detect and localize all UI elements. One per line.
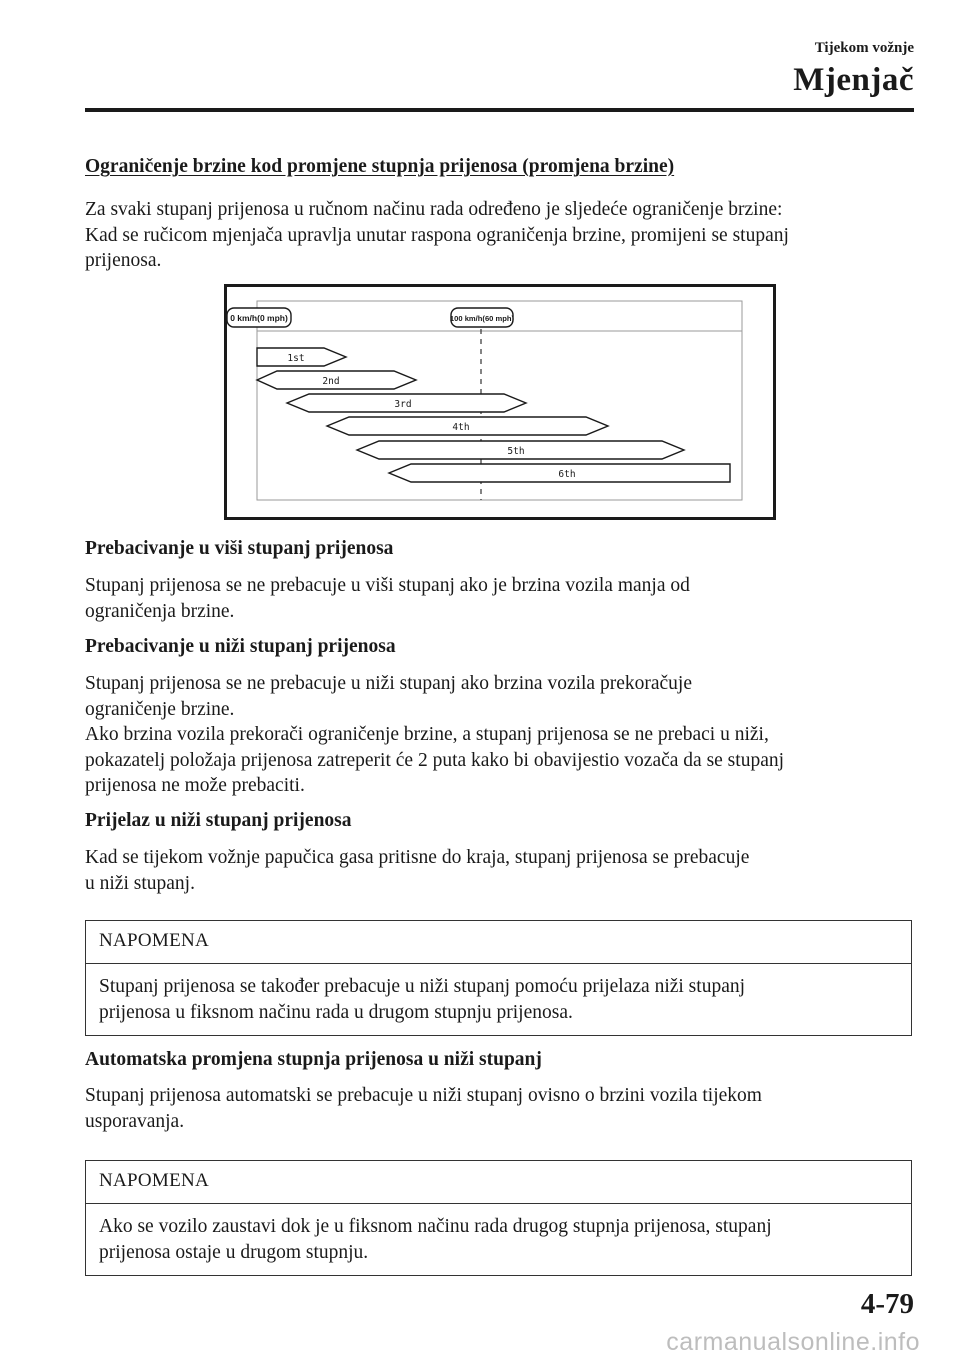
gear-label-4th: 4th [452,422,470,433]
running-header-section: Tijekom vožnje [814,40,914,56]
text-line: Kad se ručicom mjenjača upravlja unutar raspona ograničenja brzine, promijeni se stupanj [85,224,789,246]
text-line: Stupanj prijenosa se također prebacuje u niži stupanj pomoću prijelaza niži stupanj [99,976,746,998]
section-title-speed-limit: Ograničenje brzine kod promjene stupnja prijenosa (promjena brzine) [85,156,675,177]
text-line: prijenosa ostaje u drugom stupnju. [99,1241,369,1263]
heading-auto-downshift: Automatska promjena stupnja prijenosa u niži stupanj [85,1049,542,1070]
gear-label-2nd: 2nd [322,376,340,387]
heading-downshift: Prebacivanje u niži stupanj prijenosa [85,636,396,657]
gear-speed-diagram [224,284,776,520]
note-body [86,964,911,1035]
speed-label-100 [450,308,515,327]
header-rule [85,108,914,112]
kickdown-paragraph [85,845,915,896]
text-line: usporavanja. [85,1110,185,1132]
note-body [86,1204,911,1275]
speed-label-100-text: 100 km/h(60 mph) [449,314,515,323]
gear-label-5th: 5th [507,446,525,457]
downshift-paragraph [85,671,915,799]
text-line: prijenosa ne može prebaciti. [85,775,305,796]
gear-label-6th: 6th [558,469,576,480]
text-line: Za svaki stupanj prijenosa u ručnom načinu rada određeno je sljedeće ograničenje brzine: [85,199,783,220]
text-line: prijenosa u fiksnom načinu rada u drugom stupnju prijenosa. [99,1001,573,1023]
text-line: Kad se tijekom vožnje papučica gasa pritisne do kraja, stupanj prijenosa se prebacuje [85,847,750,868]
text-line: pokazatelj položaja prijenosa zatreperit će 2 puta kako bi obavijestio vozača da se stupanj [85,749,785,771]
text-line: ograničenja brzine. [85,600,235,622]
speed-label-0 [227,308,291,327]
heading-upshift: Prebacivanje u viši stupanj prijenosa [85,538,394,559]
text-line: prijenosa. [85,250,162,271]
text-line: Stupanj prijenosa se ne prebacuje u viši stupanj ako je brzina vozila manja od [85,575,690,596]
auto-downshift-paragraph [85,1083,915,1134]
text-line: Stupanj prijenosa automatski se prebacuje u niži stupanj ovisno o brzini vozila tijekom [85,1085,762,1106]
note-title: NAPOMENA [99,930,210,951]
text-line: Stupanj prijenosa se ne prebacuje u niži stupanj ako brzina vozila prekoračuje [85,673,692,694]
note-box-2 [85,1160,912,1276]
heading-kickdown: Prijelaz u niži stupanj prijenosa [85,810,352,831]
text-line: Ako brzina vozila prekorači ograničenje brzine, a stupanj prijenosa se ne prebaci u niži, [85,724,769,745]
note-title: NAPOMENA [99,1170,210,1191]
page-number: 4-79 [860,1288,914,1320]
speed-limit-paragraph [85,197,915,274]
speed-label-0-text: 0 km/h(0 mph) [230,313,288,323]
gear-label-1st: 1st [287,353,305,364]
note-box-1 [85,920,912,1036]
text-line: ograničenje brzine. [85,698,235,720]
page-title: Mjenjač [793,62,914,98]
watermark: carmanualsonline.info [666,1328,920,1356]
text-line: Ako se vozilo zaustavi dok je u fiksnom načinu rada drugog stupnja prijenosa, stupanj [99,1216,772,1238]
upshift-paragraph [85,573,915,624]
text-line: u niži stupanj. [85,872,195,894]
gear-label-3rd: 3rd [394,399,412,410]
